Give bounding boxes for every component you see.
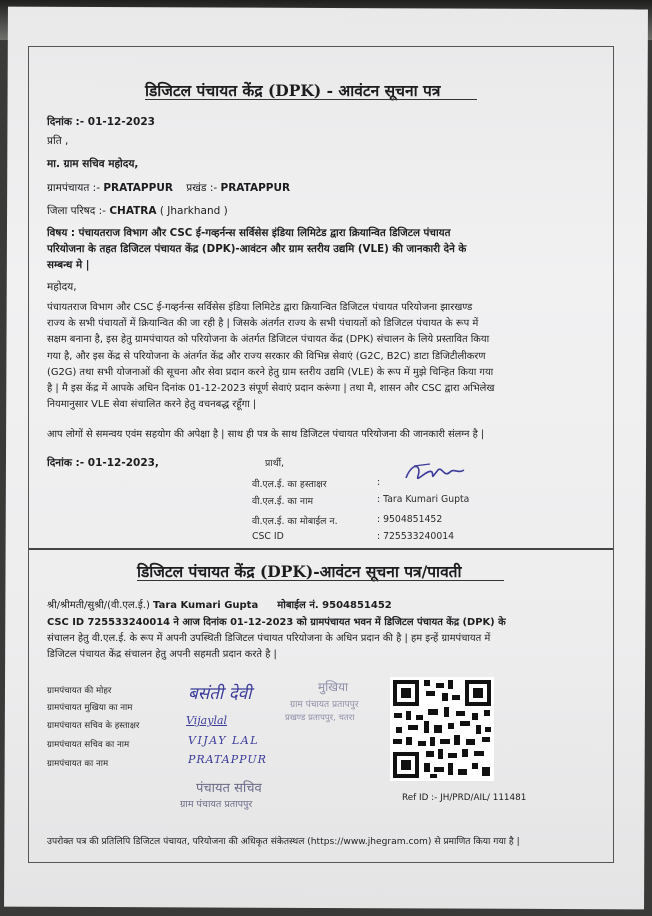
title-underline [145,99,477,100]
district-value: CHATRA [109,205,157,217]
prati-text: प्रति , [47,135,69,147]
ack-line: CSC ID 725533240014 ने आज दिनांक 01-12-2023 को ग्रामपंचायत भवन में डिजिटल पंचायत केंद्र (DPK) के [47,617,506,628]
ack-paragraph [47,615,607,664]
vle-mobile-label: वी.एल.ई. का मोबाईल न. [252,516,338,527]
body-paragraph [47,300,607,413]
stamp-mukhiya-title: मुखिया [318,680,349,694]
handwritten-mukhiya-name: बसंती देवी [188,684,252,704]
ack-name-label: श्री/श्रीमती/सुश्री/(वी.एल.ई.) [47,600,150,611]
ack-mobile: मोबाईल नं. 9504851452 [277,600,392,611]
csc-id-value: : 725533240014 [377,531,455,542]
ref-id: Ref ID :- JH/PRD/AIL/ 111481 [402,793,527,803]
subject-line: विषय : पंचायतराज विभाग और CSC ई-गव्हर्नन्स सर्विसेस इंडिया लिमिटेड द्वारा क्रियान्वित डिजिटल पंचायत [47,227,451,239]
stamp-mukhiya-line: प्रखण्ड प्रतापपुर, चतरा [285,713,355,723]
subject-line: सम्बन्ध मे | [47,259,90,272]
gp-mukhiya-label: ग्रामपंचायत मुखिया का नाम [47,703,133,713]
subject-line: परियोजना के तहत डिजिटल पंचायत केंद्र (DPK)-आवंटन और ग्राम स्तरीय उद्यमि (VLE) की जानकारी देने के [47,243,467,256]
subject-block [47,225,602,274]
acknowledgement-title: डिजिटल पंचायत केंद्र (DPK)-आवंटन सूचना पत्र/पावती [137,562,462,581]
body-line: है | मै इस केंद्र में आपके अधिन दिनांक 01-12-2023 संपूर्ण सेवाएं प्रदान करूंगा | तथा मै, शासन और CSC द्वारा अभिलेख [47,383,495,395]
ack-name-row [47,597,392,611]
handwritten-secretary-name: VIJAY LAL [188,734,260,747]
ack-line: संचालन हेतु वी.एल.ई. के रूप में अपनी उपस्थिती डिजिटल पंचायत परियोजना के अधिन प्रदान की है | हम इन्हें ग्रामपंचायत में [47,633,491,645]
ack-line: डिजिटल पंचायत केंद्र संचालन हेतु अपनी सहमती प्रदान करते है | [47,649,277,661]
gp-value: PRATAPPUR [103,182,173,194]
district-row [47,204,228,218]
title2-underline [137,580,504,581]
prarthi-label: प्रार्थी, [265,458,285,469]
vle-name-label: वी.एल.ई. का नाम [252,496,314,507]
body-line: नियमानुसार VLE सेवा संचालित करने हेतु वचनबद्ध रहूँगा | [47,399,257,411]
section-divider [29,548,613,550]
handwritten-gp-name: PRATAPPUR [188,753,267,766]
district-state: ( Jharkhand ) [159,205,228,217]
vle-signature [400,458,470,488]
date-line-2: दिनांक :- 01-12-2023, [47,457,159,469]
gp-name-label: ग्रामपंचायत का नाम [47,759,109,769]
gp-seal-label: ग्रामपंचायत की मोहर [47,686,112,696]
gp-secretary-sign-label: ग्रामपंचायत सचिव के हस्ताक्षर [47,721,140,731]
vle-name-value: : Tara Kumari Gupta [377,494,470,505]
notice-title: डिजिटल पंचायत केंद्र (DPK) - आवंटन सूचना पत्र [145,81,441,100]
vle-signature-label: वी.एल.ई. का हस्ताक्षर [252,479,327,490]
vle-mobile-value: : 9504851452 [377,514,443,525]
body-line: सक्षम बनाना है, इस हेतु ग्रामपंचायत को परियोजना के अंतर्गत डिजिटल पंचायत केंद्र (DPK) संचालन के लिये प्रस्तावित किया [47,334,490,346]
qr-code [390,677,494,781]
footer-note: उपरोक्त पत्र की प्रतिलिपि डिजिटल पंचायत, परियोजना की अधिकृत संकेतस्थल (https://www.jhegram.com) से प्रमाणित किया गया है | [47,837,520,847]
stamp-mukhiya-line: ग्राम पंचायत प्रतापपुर [290,700,359,710]
gp-label: ग्रामपंचायत :- [47,182,101,194]
gp-secretary-name-label: ग्रामपंचायत सचिव का नाम [47,740,130,750]
stamp-sachiv-title: पंचायत सचिव [196,781,262,796]
ack-name-value: Tara Kumari Gupta [153,600,259,611]
block-value: PRATAPPUR [220,182,291,194]
stamp-sachiv-line: ग्राम पंचायत प्रतापपुर [180,799,253,810]
salutation: महोदय, [47,281,77,293]
signature-colon: : [377,477,381,488]
body-line: राज्य के सभी पंचायतों में क्रियान्वित की जा रही है | जिसके अंतर्गत राज्य के सभी पंचायतों को डिजिटल पंचायत के रूप में [47,318,479,330]
date-line: दिनांक :- 01-12-2023 [47,116,155,128]
district-label: जिला परिषद :- [47,205,106,217]
gram-panchayat-row [47,181,290,195]
addressee: मा. ग्राम सचिव महोदय, [47,158,139,170]
body-line: पंचायतराज विभाग और CSC ई-गव्हर्नन्स सर्विसेस इंडिया लिमिटेड द्वारा क्रियान्वित डिजिटल पंचायत परियोजना झारखण्ड [47,302,473,313]
csc-id-label: CSC ID [252,531,284,542]
closing-line: आप लोगों से समन्वय एवंम सहयोग की अपेक्षा है | साथ ही पत्र के साथ डिजिटल पंचायत परियोजना की जानकारी संलग्न है | [47,429,485,440]
body-line: गया है, और इस केंद्र से परियोजना के अंतर्गत केंद्र और राज्य सरकार की विभिन्न सेवाएं (G2C, B2C) डाटा डिजिटीलीकरण [47,350,486,362]
block-label: प्रखंड :- [186,182,218,194]
body-line: (G2G) तथा सभी योजनाओं की सूचना और सेवा प्रदान करने हेतु ग्राम स्तरीय उद्यमि (VLE) के रूप में मुझे चिन्हित किया गया [47,366,494,378]
handwritten-secretary-signature: Vijaylal [186,714,228,727]
